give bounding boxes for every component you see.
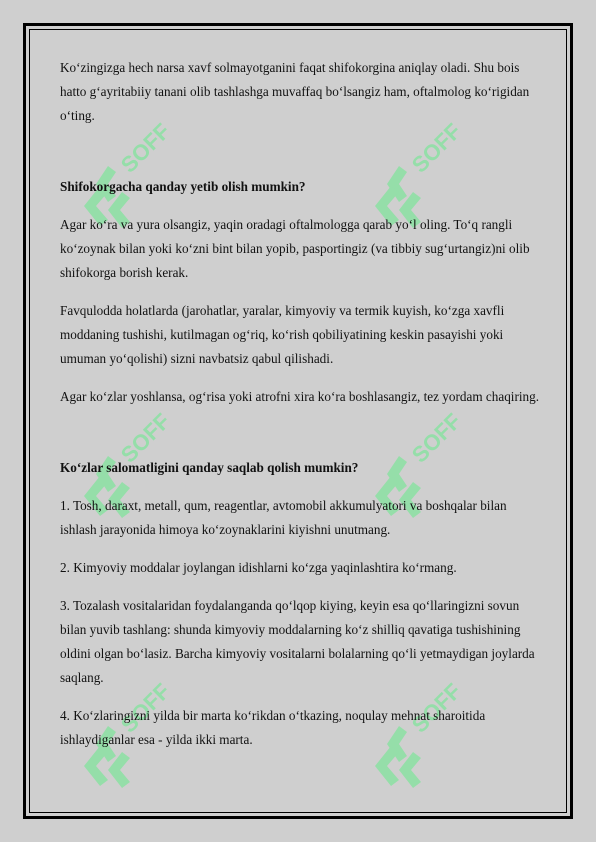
paragraph: Agar ko‘zlar yoshlansa, og‘risa yoki atrofni xira ko‘ra boshlasangiz, tez yordam chaqiring. bbox=[60, 389, 539, 404]
paragraph: Agar ko‘ra va yura olsangiz, yaqin oradagi oftalmologga qarab yo‘l oling. To‘q rangli ko‘zoynak bilan yoki ko‘zni bint bilan yopib, pasportingiz (va tibbiy sug‘urtangiz)ni olib shifokorga borish kerak. bbox=[60, 217, 530, 280]
svg-text:SOFF: SOFF bbox=[115, 678, 176, 738]
paragraph: Favqulodda holatlarda (jarohatlar, yaralar, kimyoviy va termik kuyish, ko‘zga xavfli moddaning tushishi, kutilmagan og‘riq, ko‘rish qobiliyatining keskin pasayishi yoki umuman yo‘qolishi) sizni navbatsiz qabul qilishadi. bbox=[60, 303, 505, 366]
document-body bbox=[60, 56, 544, 766]
svg-text:SOFF: SOFF bbox=[406, 118, 467, 178]
intro-paragraph: Ko‘zingizga hech narsa xavf solmayotganini faqat shifokorgina aniqlay oladi. Shu bois hatto g‘ayritabiiy tanani olib tashlashga muvaffaq bo‘lsangiz ham, oftalmolog ko‘rigidan o‘ting. bbox=[60, 60, 530, 123]
svg-text:SOFF: SOFF bbox=[406, 408, 467, 468]
svg-text:SOFF: SOFF bbox=[406, 678, 467, 738]
section-heading: Shifokorgacha qanday yetib olish mumkin? bbox=[60, 179, 306, 194]
list-item: 1. Tosh, daraxt, metall, qum, reagentlar, avtomobil akkumulyatori va boshqalar bilan ishlash jarayonida himoya ko‘zoynaklarini kiyishni unutmang. bbox=[60, 498, 507, 537]
list-item: 3. Tozalash vositalaridan foydalanganda qo‘lqop kiying, keyin esa qo‘llaringizni sovun bilan yuvib tashlang: shunda kimyoviy moddalarning ko‘z shilliq qavatiga tushishining oldini olgan bo‘lasiz. Barcha kimyoviy vositalarni bolalarning qo‘li yetmaydigan joylarda saqlang. bbox=[60, 598, 535, 685]
section-heading: Ko‘zlar salomatligini qanday saqlab qolish mumkin? bbox=[60, 460, 359, 475]
list-item: 4. Ko‘zlaringizni yilda bir marta ko‘rikdan o‘tkazing, noqulay mehnat sharoitida ishlaydiganlar esa - yilda ikki marta. bbox=[60, 708, 486, 747]
svg-text:SOFF: SOFF bbox=[115, 408, 176, 468]
list-item: 2. Kimyoviy moddalar joylangan idishlarni ko‘zga yaqinlashtira ko‘rmang. bbox=[60, 560, 457, 575]
svg-text:SOFF: SOFF bbox=[115, 118, 176, 178]
document-page bbox=[23, 23, 573, 819]
